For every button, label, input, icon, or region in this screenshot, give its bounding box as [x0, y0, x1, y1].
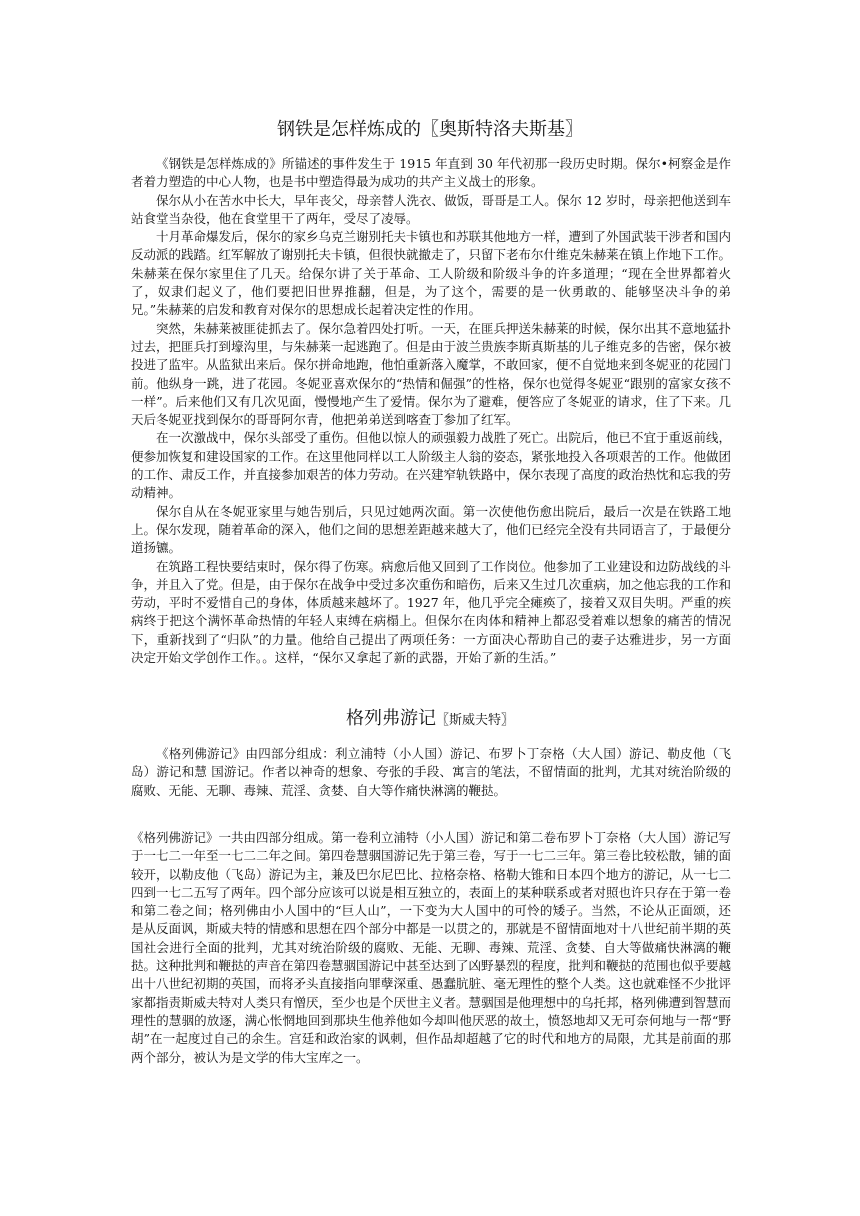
paragraph: 《格列佛游记》一共由四部分组成。第一卷利立浦特（小人国）游记和第二卷布罗卜丁奈格（大人国）游记写于一七二一年至一七二二年之间。第四卷慧骃国游记先于第三卷，写于一七二三年。第三卷比较松散，铺的面较开，以勒皮他（飞岛）游记为主，兼及巴尔尼巴比、拉格奈格、格勒大锥和日本四个地方的游记，从一七二四到一七二五写了两年。四个部分应该可以说是相互独立的，表面上的某种联系或者对照也许只存在于第一卷和第二卷之间；格列佛由小人国中的“巨人山”，一下变为大人国中的可怜的矮子。当然，不论从正面颂，还是从反面讽，斯威夫特的情感和思想在四个部分中都是一以贯之的，那就是不留情面地对十八世纪前半期的英国社会进行全面的批判，尤其对统治阶级的腐败、无能、无聊、毒辣、荒淫、贪婪、自大等做痛快淋漓的鞭挞。这种批判和鞭挞的声音在第四卷慧骃国游记中甚至达到了凶野暴烈的程度，批判和鞭挞的范围也似乎要越出十八世纪初期的英国，而将矛头直接指向罪孽深重、愚蠢肮脏、毫无理性的整个人类。这也就难怪不少批评家都指责斯威夫特对人类只有憎厌，至少也是个厌世主义者。慧骃国是他理想中的乌托邦，格列佛遭到智慧而理性的慧骃的放逐，满心怅惘地回到那块生他养他如今却叫他厌恶的故土，愤怒地却又无可奈何地与一帮“野胡”在一起度过自己的余生。宫廷和政治家的讽刺，但作品却超越了它的时代和地方的局限，尤其是前面的那两个部分，被认为是文学的伟大宝库之一。 — [131, 830, 732, 1065]
paragraph: 突然，朱赫莱被匪徒抓去了。保尔急着四处打听。一天，在匪兵押送朱赫莱的时候，保尔出其不意地猛扑过去，把匪兵打到壕沟里，与朱赫莱一起逃跑了。但是由于波兰贵族李斯真斯基的儿子维克多的告密，保尔被投进了监牢。从监狱出来后。保尔拼命地跑，他怕重新落入魔掌，不敢回家，便不自觉地来到冬妮亚的花园门前。他纵身一跳，进了花园。冬妮亚喜欢保尔的“热情和倔强”的性格，保尔也觉得冬妮亚“跟别的富家女孩不一样”。后来他们又有几次见面，慢慢地产生了爱情。保尔为了避难，便答应了冬妮亚的请求，住了下来。几天后冬妮亚找到保尔的哥哥阿尔青，他把弟弟送到喀查丁参加了红军。 — [131, 320, 732, 428]
section-title-text: 格列弗游记 — [345, 708, 436, 729]
paragraph: 《格列佛游记》由四部分组成：利立浦特（小人国）游记、布罗卜丁奈格（大人国）游记、勒皮他（飞岛）游记和慧 国游记。作者以神奇的想象、夸张的手段、寓言的笔法，不留情面的批判，尤其对统治阶级的腐败、无能、无聊、毒辣、荒淫、贪婪、自大等作痛快淋漓的鞭挞。 — [131, 746, 731, 798]
section-intro — [131, 745, 731, 800]
section-body — [131, 829, 731, 1067]
paragraph: 在一次激战中，保尔头部受了重伤。但他以惊人的顽强毅力战胜了死亡。出院后，他已不宜于重返前线，便参加恢复和建设国家的工作。在这里他同样以工人阶级主人翁的姿态，紧张地投入各项艰苦的工作。他做团的工作、肃反工作，并直接参加艰苦的体力劳动。在兴建窄轨铁路中，保尔表现了高度的政治热忱和忘我的劳动精神。 — [131, 430, 732, 501]
paragraph: 《钢铁是怎样炼成的》所锚述的事件发生于 1915 年直到 30 年代初那一段历史时期。保尔•柯察金是作者着力塑造的中心人物，也是书中塑造得最为成功的共产主义战士的形象。 — [131, 156, 731, 190]
section-title — [0, 707, 860, 733]
paragraph: 保尔自从在冬妮亚家里与她告别后，只见过她两次面。第一次使他伤愈出院后，最后一次是在铁路工地上。保尔发现，随着革命的深入，他们之间的思想差距越来越大了，他们已经完全没有共同语言了，于最便分道扬镳。 — [131, 503, 732, 556]
section-author: 〖斯威夫特〗 — [435, 713, 514, 728]
paragraph: 在筑路工程快要结束时，保尔得了伤寒。病愈后他又回到了工作岗位。他参加了工业建设和边防战线的斗争，并且入了党。但是，由于保尔在战争中受过多次重伤和暗伤，后来又生过几次重病，加之他忘我的工作和劳动，平时不爱惜自己的身体，体质越来越坏了。1927 年，他几乎完全瘫痪了，接着又双目失明。严重的疾病终于把这个满怀革命热情的年轻人束缚在病榻上。但保尔在肉体和精神上都忍受着难以想象的痛苦的情况下，重新找到了“归队”的力量。他给自己提出了两项任务：一方面决心帮助自己的妻子达雅进步，另一方面决定开始文学创作工作。。这样，“保尔又拿起了新的武器，开始了新的生活。” — [131, 558, 732, 666]
paragraph: 保尔从小在苦水中长大，早年丧父，母亲替人洗衣、做饭，哥哥是工人。保尔 12 岁时，母亲把他送到车站食堂当杂役，他在食堂里干了两年，受尽了凌辱。 — [131, 192, 731, 226]
section-title: 钢铁是怎样炼成的〖奥斯特洛夫斯基〗 — [277, 119, 583, 140]
section-body — [131, 155, 731, 667]
paragraph: 十月革命爆发后，保尔的家乡乌克兰谢别托夫卡镇也和苏联其他地方一样，遭到了外国武装干涉者和国内反动派的践踏。红军解放了谢别托夫卡镇，但很快就撤走了，只留下老布尔什维克朱赫莱在镇上作地下工作。朱赫莱在保尔家里住了几天。给保尔讲了关于革命、工人阶级和阶级斗争的许多道理；“现在全世界都着火了，奴隶们起义了，他们要把旧世界推翻，但是，为了这个，需要的是一伙勇敢的、能够坚决斗争的弟兄。”朱赫莱的启发和教育对保尔的思想成长起着决定性的作用。 — [131, 229, 732, 318]
